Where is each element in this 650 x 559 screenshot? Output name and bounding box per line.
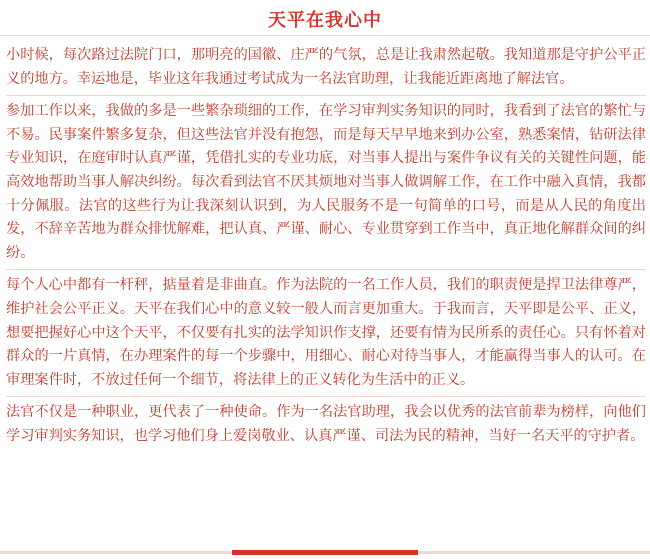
paragraph-3: 每个人心中都有一杆秤，掂量着是非曲直。作为法院的一名工作人员，我们的职责便是捍卫法律尊严，维护社会公平正义。天平在我们心中的意义较一般人而言更加重大。于我而言，天平即是公平、正义，想要把握好心中这个天平，不仅要有扎实的法学知识作支撑，还要有情为民所系的责任心。只有怀着对群众的一片真情，在办理案件的每一个步骤中，用细心、耐心对待当事人，才能赢得当事人的认可。在审理案件时，不放过任何一个细节，将法律上的正义转化为生活中的正义。 xyxy=(6,274,646,397)
bottom-accent-bar xyxy=(232,550,418,555)
paragraph-2: 参加工作以来，我做的多是一些繁杂琐细的工作，在学习审判实务知识的同时，我看到了法官的繁忙与不易。民事案件繁多复杂，但这些法官并没有抱怨，而是每天早早地来到办公室，熟悉案情，钻研法律专业知识，在庭审时认真严谨，凭借扎实的专业功底，对当事人提出与案件争议有关的关键性问题，能高效地帮助当事人解决纠纷。每次看到法官不厌其烦地对当事人做调解工作，在工作中融入真情，我都十分佩服。法官的这些行为让我深刻认识到，为人民服务不是一句简单的口号，而是从人民的角度出发，不辞辛苦地为群众排忧解难，把认真、严谨、耐心、专业贯穿到工作当中，真正地化解群众间的纠纷。 xyxy=(6,100,646,270)
article-title: 天平在我心中 xyxy=(268,10,382,31)
paragraph-1: 小时候，每次路过法院门口，那明亮的国徽、庄严的气氛，总是让我肃然起敬。我知道那是守护公平正义的地方。幸运地是，毕业这年我通过考试成为一名法官助理，让我能近距离地了解法官。 xyxy=(6,44,646,96)
article-body xyxy=(6,44,646,457)
paragraph-4: 法官不仅是一种职业，更代表了一种使命。作为一名法官助理，我会以优秀的法官前辈为榜样，向他们学习审判实务知识，也学习他们身上爱岗敬业、认真严谨、司法为民的精神，当好一名天平的守护者。 xyxy=(6,404,646,444)
title-divider xyxy=(0,35,650,36)
